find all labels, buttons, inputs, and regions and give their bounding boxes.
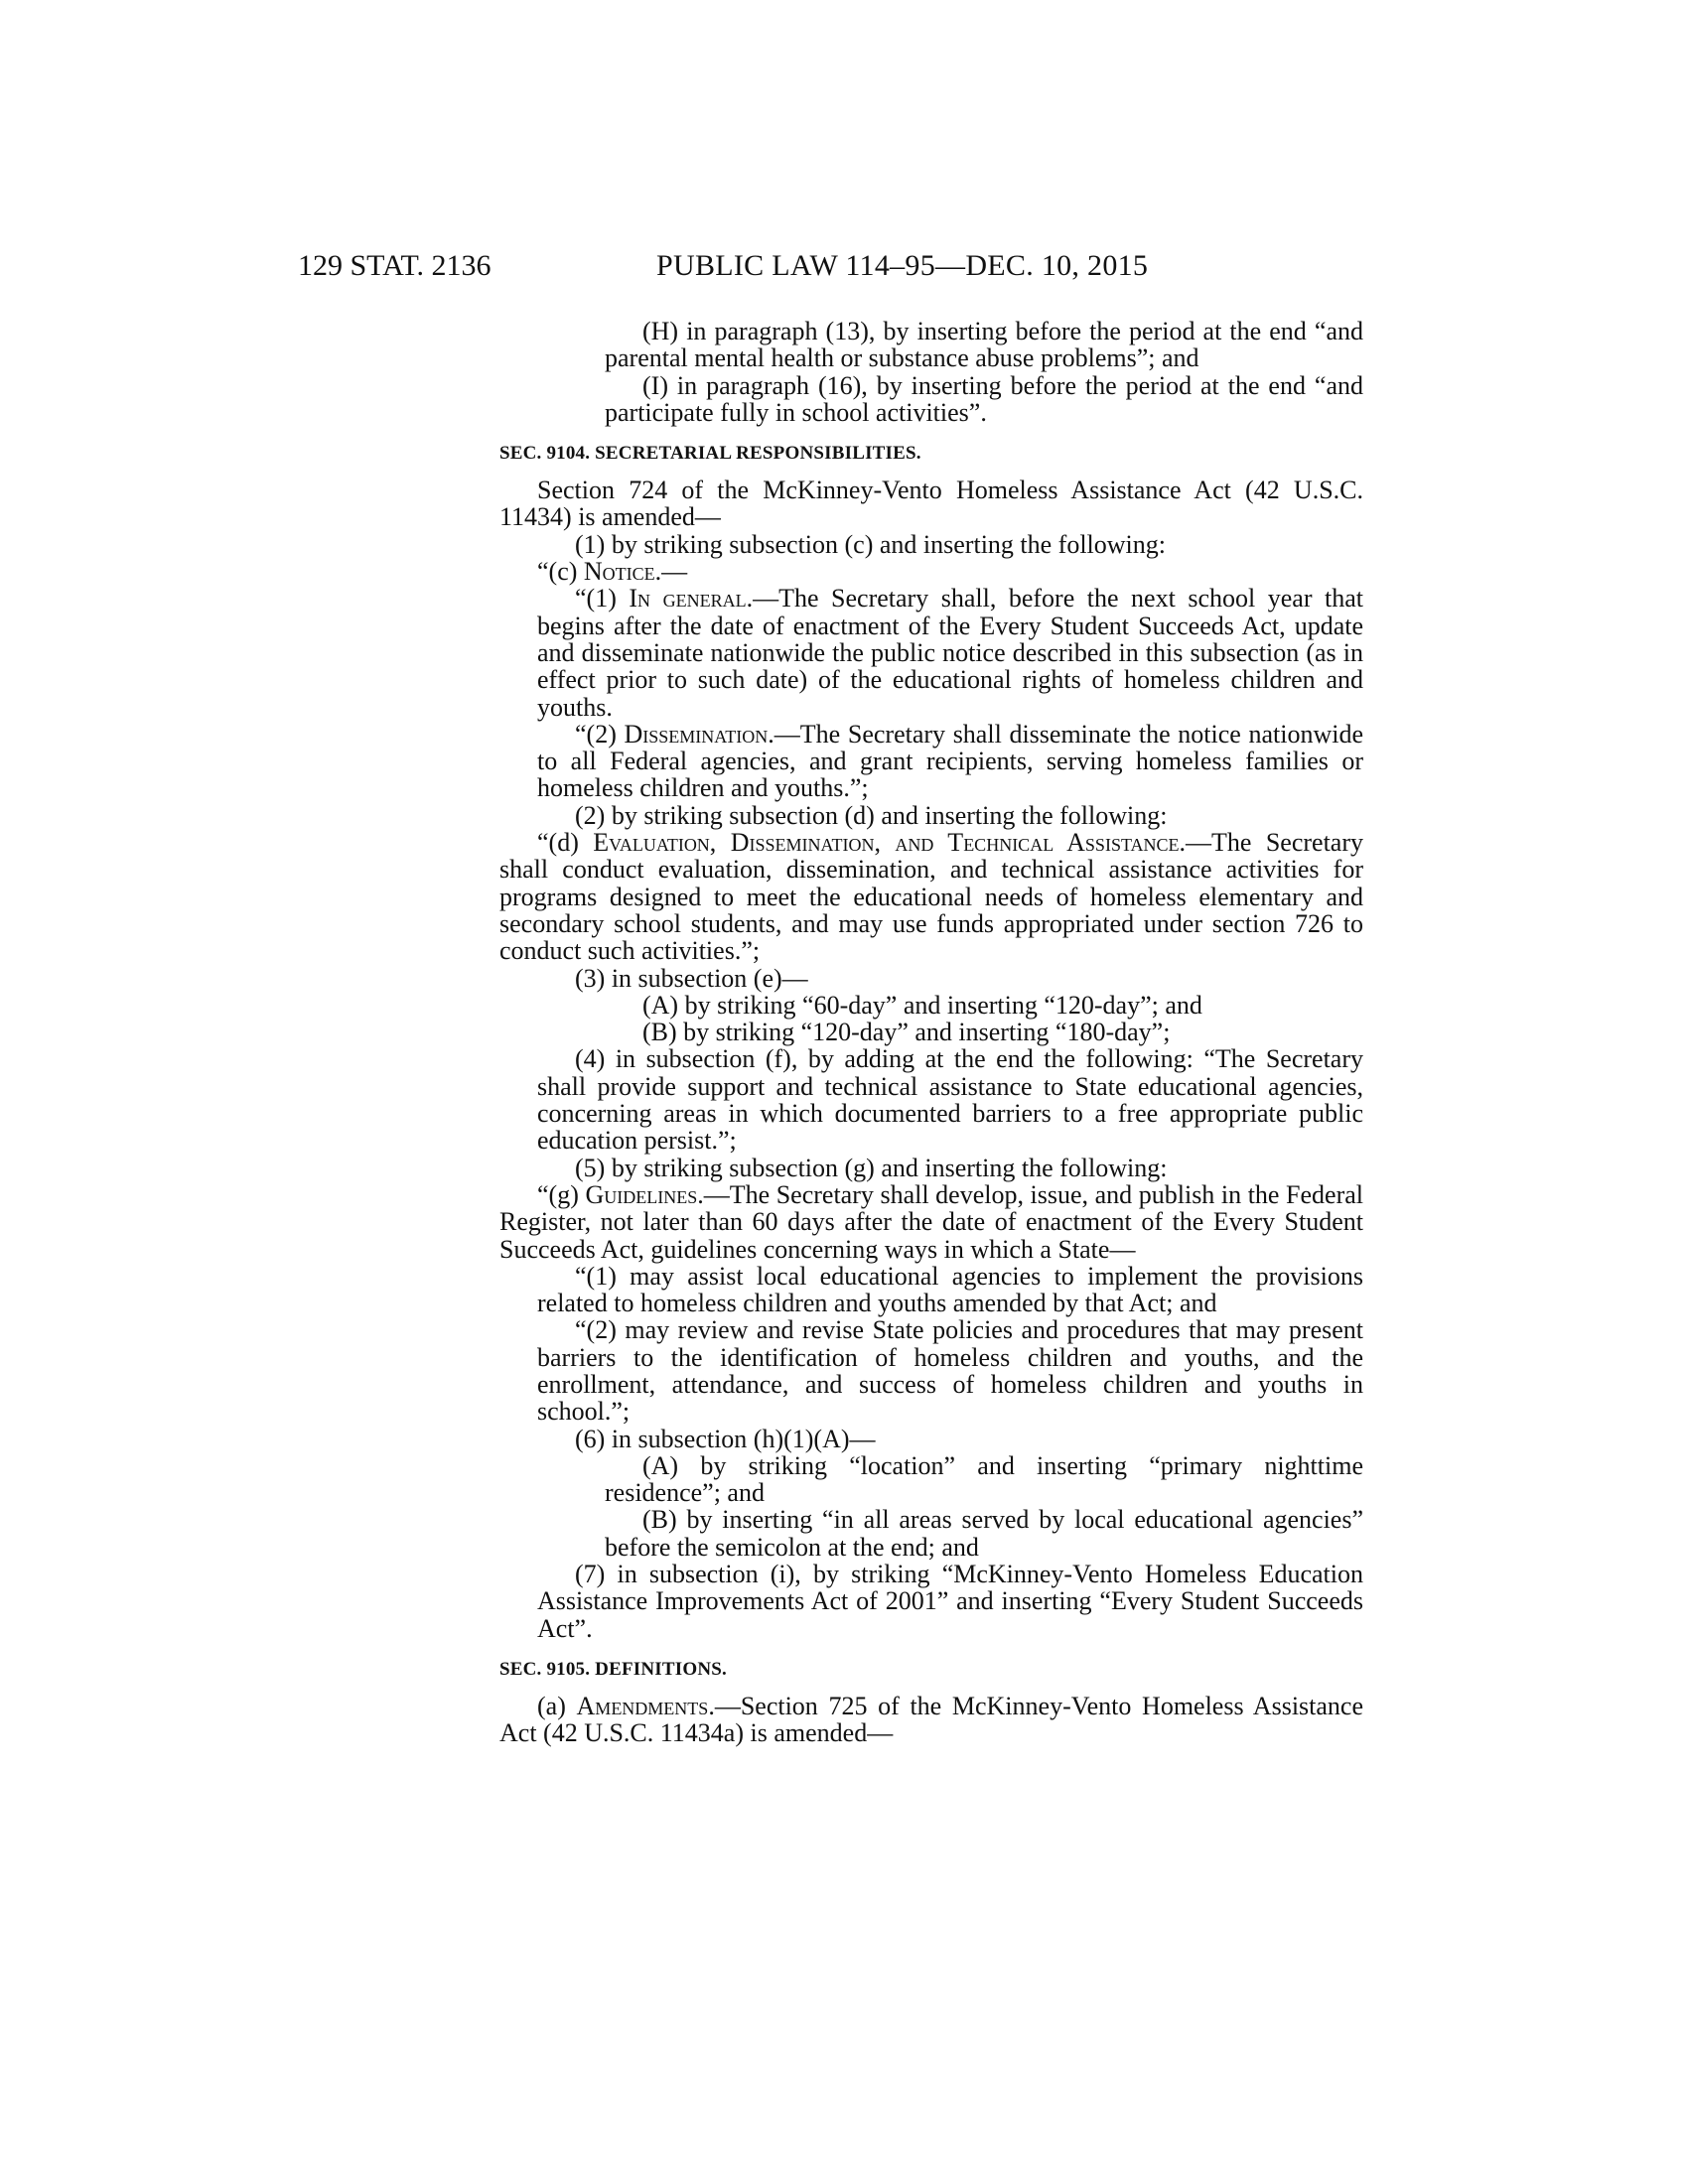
paragraph: Section 724 of the McKinney-Vento Homeless Assistance Act (42 U.S.C. 11434) is amended— — [499, 476, 1363, 532]
paragraph-lead: “(1) — [575, 584, 630, 614]
paragraph: (4) in subsection (f), by adding at the end the following: “The Secretary shall provide support and technical assistance to State educational agencies, concerning areas in which documented barriers to a free appropriate public education persist.”; — [537, 1044, 1363, 1156]
paragraph: (6) in subsection (h)(1)(A)— — [575, 1424, 876, 1453]
paragraph-text: .—The Secretary shall disseminate the notice nationwide to all Federal agencies, and grant recipients, serving homeless families or homeless children and youths.”; — [537, 719, 1363, 803]
paragraph — [499, 1693, 1363, 1747]
paragraph-lead: “(g) — [537, 1179, 586, 1209]
paragraph: (2) by striking subsection (d) and inserting the following: — [575, 800, 1168, 830]
paragraph — [499, 585, 1363, 720]
paragraph-text: .—The Secretary shall develop, issue, and publish in the Federal Register, not later than 60 days after the date of enactment of the Every Student Succeeds Act, guidelines concerning ways in which a State— — [499, 1179, 1364, 1264]
paragraph: (B) by striking “120-day” and inserting “180-day”; — [642, 1018, 1171, 1047]
section-heading: SEC. 9105. DEFINITIONS. — [499, 1658, 727, 1680]
paragraph — [499, 558, 1363, 585]
paragraph-text: .—Section 725 of the McKinney-Vento Homeless Assistance Act (42 U.S.C. 11434a) is amended— — [499, 1691, 1364, 1748]
paragraph — [499, 1181, 1363, 1263]
document-body — [499, 318, 1363, 1747]
section-heading: SEC. 9104. SECRETARIAL RESPONSIBILITIES. — [499, 443, 921, 465]
paragraph-text: .— — [654, 557, 688, 587]
paragraph: (A) by striking “location” and inserting “primary nighttime residence”; and — [605, 1450, 1363, 1508]
paragraph-lead: (a) — [537, 1691, 577, 1720]
paragraph: (5) by striking subsection (g) and inserting the following: — [575, 1153, 1168, 1182]
statute-page-number: 129 STAT. 2136 — [298, 249, 492, 282]
paragraph: “(1) may assist local educational agencies to implement the provisions related to homeless children and youths amended by that Act; and — [537, 1261, 1363, 1318]
paragraph: (3) in subsection (e)— — [575, 963, 808, 993]
paragraph — [499, 829, 1363, 964]
paragraph: (1) by striking subsection (c) and inserting the following: — [575, 529, 1167, 559]
paragraph: (7) in subsection (i), by striking “McKinney-Vento Homeless Education Assistance Improvements Act of 2001” and inserting “Every Student Succeeds Act”. — [537, 1560, 1363, 1643]
paragraph-lead: “(2) — [575, 719, 625, 749]
small-caps-heading: Evaluation, Dissemination, and Technical Assistance — [593, 828, 1180, 858]
small-caps-heading: Notice — [583, 557, 655, 587]
paragraph: (H) in paragraph (13), by inserting before the period at the end “and parental mental health or substance abuse problems”; and — [605, 317, 1363, 373]
paragraph — [499, 721, 1363, 802]
small-caps-heading: Guidelines — [585, 1179, 698, 1209]
public-law-title: PUBLIC LAW 114–95—DEC. 10, 2015 — [656, 249, 1149, 282]
paragraph-lead: “(c) — [537, 557, 584, 587]
paragraph: (I) in paragraph (16), by inserting before the period at the end “and participate fully in school activities”. — [605, 370, 1363, 427]
small-caps-heading: Dissemination — [624, 719, 769, 749]
paragraph: (B) by inserting “in all areas served by local educational agencies” before the semicolon at the end; and — [605, 1505, 1363, 1562]
paragraph-text: .—The Secretary shall conduct evaluation, dissemination, and technical assistance activities for programs designed to meet the educational needs of homeless elementary and secondary school students, and may use funds appropriated under section 726 to conduct such activities.”; — [499, 828, 1363, 966]
page-header — [298, 246, 1370, 286]
small-caps-heading: Amendments — [576, 1691, 709, 1720]
small-caps-heading: In general — [629, 584, 747, 614]
paragraph-lead: “(d) — [537, 828, 594, 858]
paragraph: (A) by striking “60-day” and inserting “120-day”; and — [642, 990, 1202, 1020]
paragraph: “(2) may review and revise State policies and procedures that may present barriers to the identification of homeless children and youths, and the enrollment, attendance, and success of homeless children and youths in school.”; — [537, 1315, 1363, 1427]
paragraph-text: .—The Secretary shall, before the next school year that begins after the date of enactment of the Every Student Succeeds Act, update and disseminate nationwide the public notice described in this subsection (as in effect prior to such date) of the educational rights of homeless children and youths. — [537, 584, 1364, 722]
